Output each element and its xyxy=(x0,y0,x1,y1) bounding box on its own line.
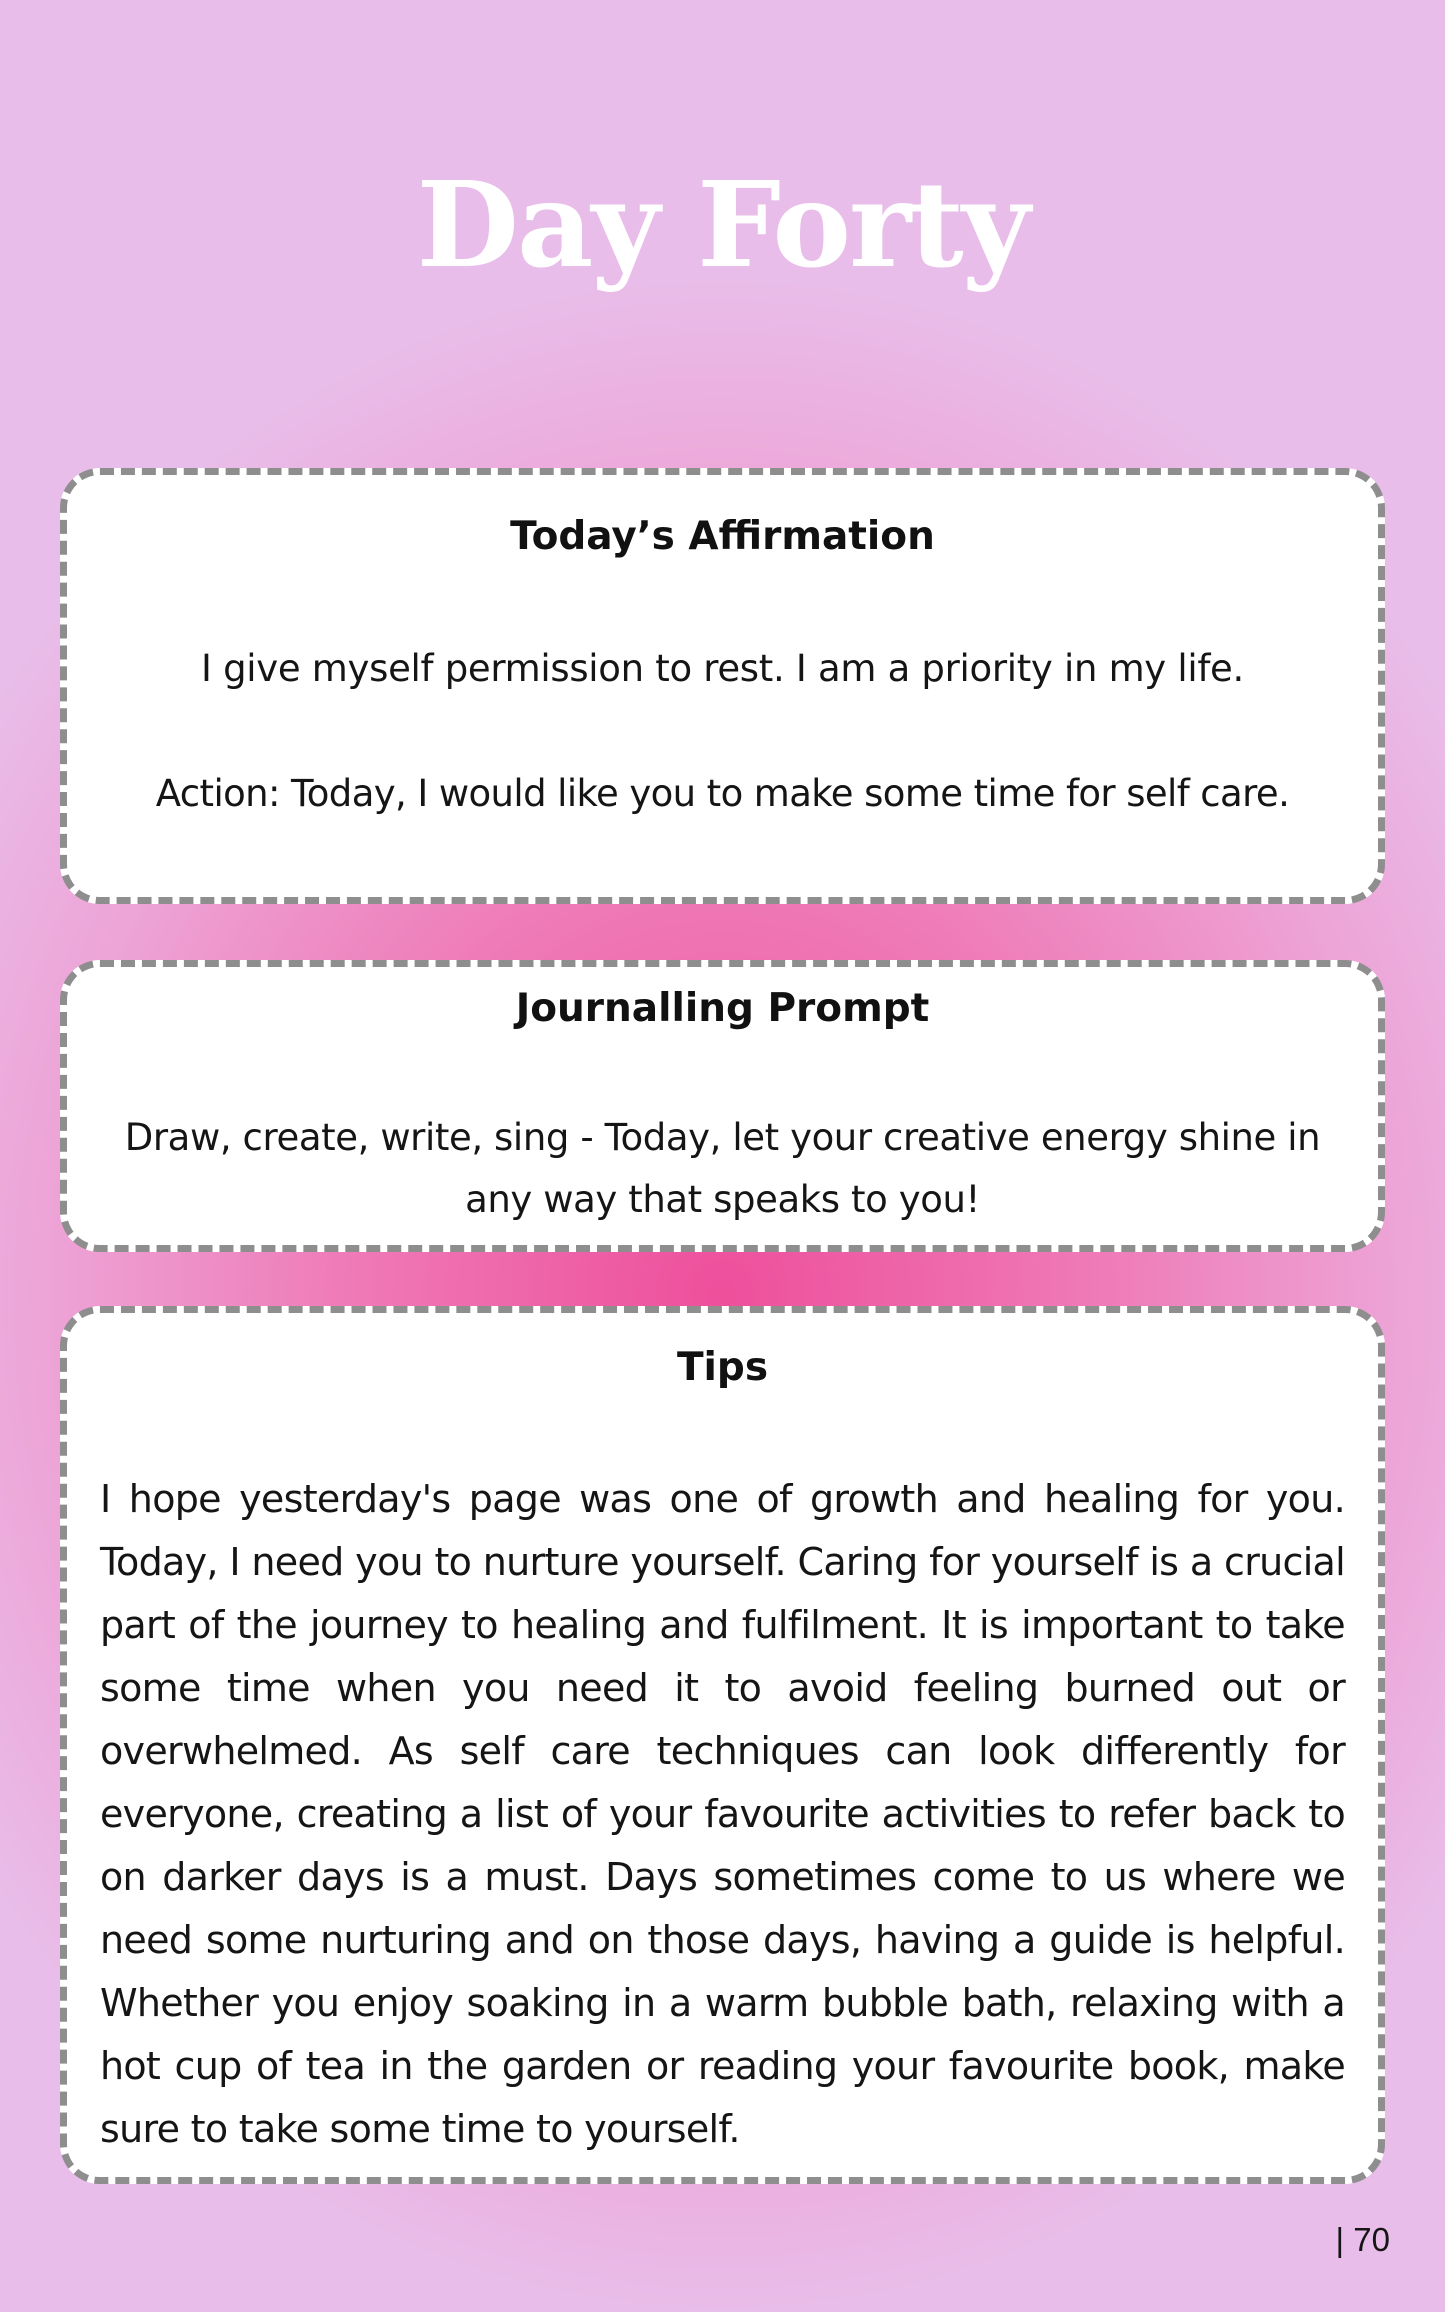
tips-heading: Tips xyxy=(676,1345,769,1390)
tips-text: I hope yesterday's page was one of growth and healing for you. Today, I need you to nurture yourself. Caring for yourself is a crucial part of the journey to healing and fulfilment. It is important to take some time when you need it to avoid feeling burned out or overwhelmed. As self care techniques can look differently for everyone, creating a list of your favourite activities to refer back to on darker days is a must. Days sometimes come to us where we need some nurturing and on those days, having a guide is helpful. Whether you enjoy soaking in a warm bubble bath, relaxing with a hot cup of tea in the garden or reading your favourite book, make sure to take some time to yourself. xyxy=(100,1477,1345,2151)
journalling-prompt-card xyxy=(60,960,1385,1252)
page-title: Day Forty xyxy=(416,155,1029,294)
tips-card xyxy=(60,1306,1385,2184)
affirmation-text: I give myself permission to rest. I am a priority in my life. xyxy=(201,647,1244,690)
action-text: Action: Today, I would like you to make some time for self care. xyxy=(155,772,1290,815)
page-number: | 70 xyxy=(1335,2221,1390,2258)
affirmation-card xyxy=(60,468,1385,904)
journalling-prompt-heading: Journalling Prompt xyxy=(515,986,930,1031)
affirmation-heading: Today’s Affirmation xyxy=(510,514,935,559)
journalling-prompt-text: Draw, create, write, sing - Today, let your creative energy shine in any way that speaks to you! xyxy=(124,1116,1321,1221)
